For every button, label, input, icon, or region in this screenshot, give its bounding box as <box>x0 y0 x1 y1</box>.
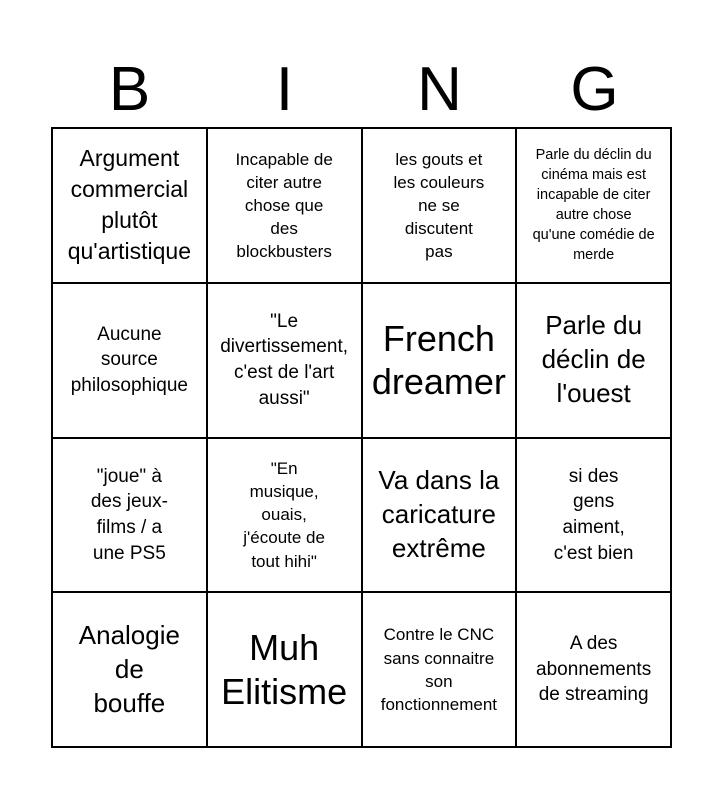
bingo-cell-16[interactable] <box>517 593 672 748</box>
header-letter-n: N <box>417 55 462 124</box>
bingo-header <box>52 50 672 128</box>
bingo-cell-6[interactable] <box>208 284 363 439</box>
bingo-cell-text: les gouts et les couleurs ne se discutent pas <box>393 149 485 262</box>
bingo-cell-7[interactable] <box>363 284 518 439</box>
bingo-cell-12[interactable] <box>517 439 672 594</box>
bingo-cell-text: "Le divertissement, c'est de l'art aussi" <box>220 310 349 409</box>
bingo-cell-text: Va dans la caricature extrême <box>378 465 500 563</box>
bingo-board <box>51 127 672 748</box>
bingo-cell-text: "joue" à des jeux- films / a une PS5 <box>90 465 168 564</box>
bingo-cell-11[interactable] <box>363 439 518 594</box>
bingo-cell-2[interactable] <box>208 129 363 284</box>
bingo-cell-text: Muh Elitisme <box>221 627 348 712</box>
header-letter-g: G <box>570 55 619 124</box>
bingo-cell-1[interactable] <box>53 129 208 284</box>
bingo-cell-text: Incapable de citer autre chose que des blockbusters <box>235 149 333 262</box>
bingo-cell-8[interactable] <box>517 284 672 439</box>
header-letter-b: B <box>108 55 151 124</box>
bingo-cell-10[interactable] <box>208 439 363 594</box>
bingo-cell-14[interactable] <box>208 593 363 748</box>
bingo-cell-5[interactable] <box>53 284 208 439</box>
bingo-cell-text: French dreamer <box>371 317 506 403</box>
bingo-cell-9[interactable] <box>53 439 208 594</box>
bingo-cell-text: si des gens aiment, c'est bien <box>553 465 634 564</box>
bingo-cell-text: Analogie de bouffe <box>78 619 180 718</box>
bingo-cell-text: A des abonnements de streaming <box>536 633 652 706</box>
bingo-cell-text: Parle du déclin du cinéma mais est incapable de citer autre chose qu'une comédie de merde <box>532 147 655 264</box>
bingo-cell-text: Aucune source philosophique <box>70 323 188 396</box>
header-letter-i: I <box>275 55 294 124</box>
bingo-cell-13[interactable] <box>53 593 208 748</box>
bingo-cell-15[interactable] <box>363 593 518 748</box>
bingo-cell-text: "En musique, ouais, j'écoute de tout hihi" <box>243 459 325 571</box>
bingo-cell-4[interactable] <box>517 129 672 284</box>
bingo-cell-3[interactable] <box>363 129 518 284</box>
bingo-cell-text: Parle du déclin de l'ouest <box>541 310 646 409</box>
bingo-cell-text: Argument commercial plutôt qu'artistique <box>67 145 192 265</box>
bingo-cell-text: Contre le CNC sans connaitre son fonctionnement <box>380 625 497 714</box>
